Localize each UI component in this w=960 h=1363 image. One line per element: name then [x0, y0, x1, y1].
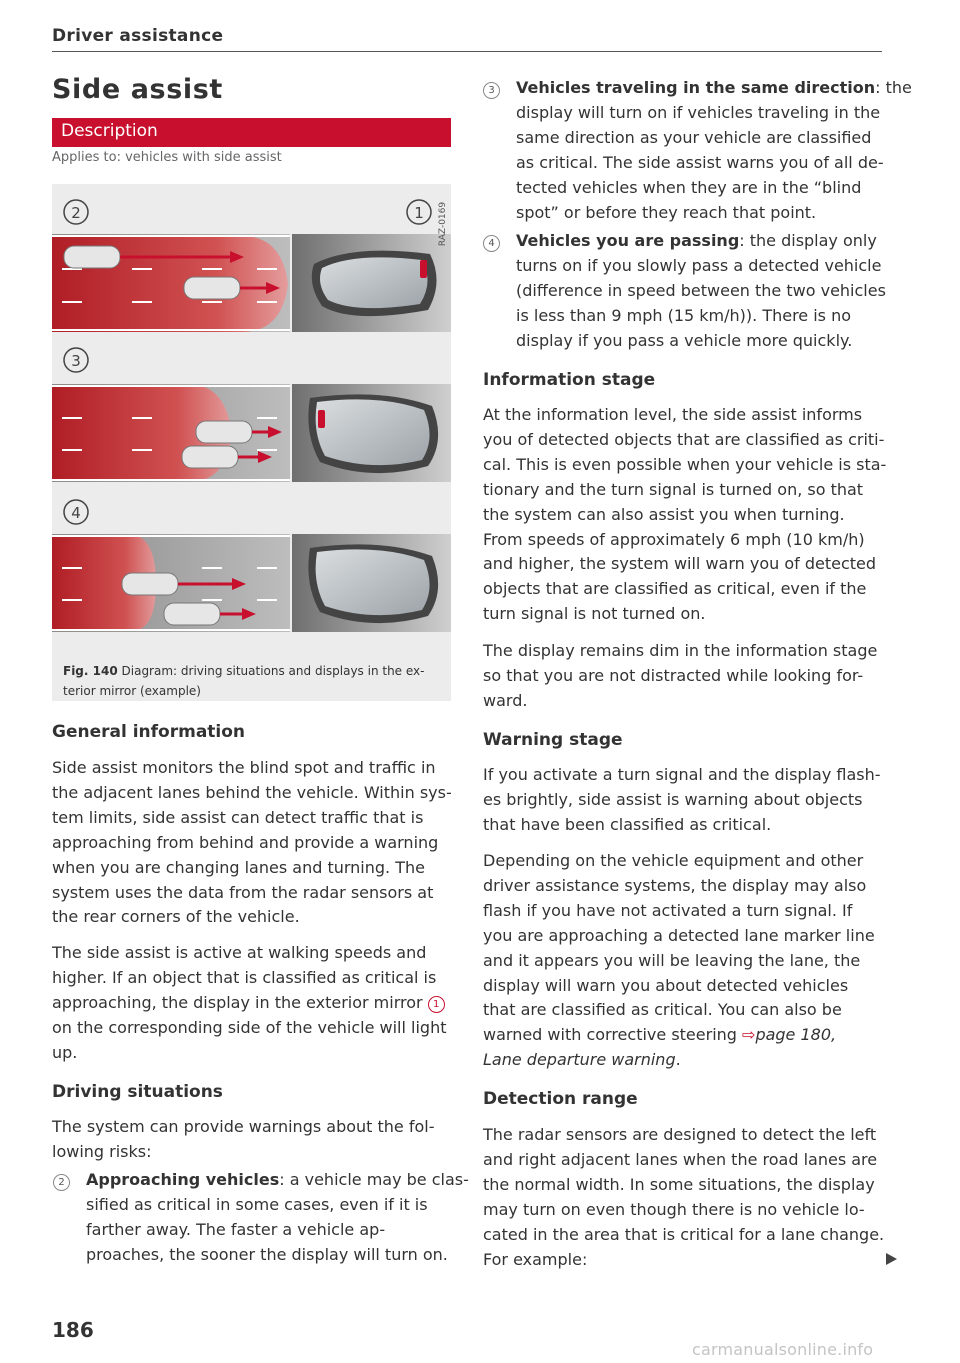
item-2-marker: 2	[53, 1174, 70, 1191]
driving-situations-heading: Driving situations	[52, 1082, 223, 1102]
page-ref-link[interactable]: page 180,	[755, 1025, 837, 1045]
svg-text:2: 2	[71, 204, 81, 222]
figure-label-1	[407, 200, 431, 224]
watermark: carmanualsonline.info	[692, 1340, 874, 1359]
figure-diagram	[52, 184, 451, 656]
item-3-marker: 3	[483, 82, 500, 99]
mirror-display-ref: 1	[428, 996, 445, 1013]
information-stage-paragraph: At the information level, the side assist informs you of detected objects that are classified as criti- cal. This is even possible when your vehicle is sta- tionary and the turn signal is turned on, so that the system can also assist you when turning. From speeds of approximately 6 mph (10 km/h) and higher, the system will warn you of detected objects that are classified as critical, even if the turn signal is not turned on.	[483, 405, 887, 624]
panel-situation-2	[52, 234, 451, 332]
figure-label-3	[64, 348, 88, 372]
panel-situation-4	[52, 534, 451, 632]
figure-code: RAZ-0169	[438, 201, 448, 247]
warning-stage-paragraph: If you activate a turn signal and the display flash- es brightly, side assist is warning about objects that have been classified as critical.	[483, 765, 881, 834]
continue-arrow-icon	[886, 1253, 897, 1265]
applies-to: Applies to: vehicles with side assist	[52, 150, 282, 165]
detection-range-paragraph: The radar sensors are designed to detect the left and right adjacent lanes when the road lanes are the normal width. In some situations, the display may turn on even though there is no vehicle lo- cated in the area that is critical for a lane change. For example:	[483, 1125, 885, 1269]
page-ref-arrow-icon: ⇨	[742, 1025, 756, 1045]
equipment-paragraph: Depending on the vehicle equipment and other driver assistance systems, the display may also flash if you have not activated a turn signal. If you are approaching a detected lane marker line and it appears you will be leaving the lane, the display will warn you about detected vehicles that are classified as critical. You can also be warned with corrective steering ⇨page 180, Lane departure warning.	[483, 851, 875, 1070]
item-4-passing: Vehicles you are passing: the display only turns on if you slowly pass a detected vehicle (difference in speed between the two vehicles is less than 9 mph (15 km/h)). There is no display if you pass a vehicle more quickly.	[516, 231, 886, 350]
header-rule	[52, 51, 882, 52]
general-info-paragraph: Side assist monitors the blind spot and traffic in the adjacent lanes behind the vehicle. Within sys- tem limits, side assist can detect traffic that is approaching from behind and provide a warning when you are changing lanes and turning. The system uses the data from the radar sensors at the rear corners of the vehicle.	[52, 758, 452, 927]
item-4-marker: 4	[483, 235, 500, 252]
display-dim-paragraph: The display remains dim in the information stage so that you are not distracted while looking for- ward.	[483, 641, 878, 710]
figure-caption-text: Diagram: driving situations and displays in the ex-	[121, 664, 425, 678]
figure-caption-text-2: terior mirror (example)	[63, 684, 201, 698]
description-bar: Description	[52, 118, 451, 147]
section-header: Driver assistance	[52, 26, 224, 46]
figure-caption-number: Fig. 140	[63, 664, 118, 678]
page-title: Side assist	[52, 74, 223, 105]
side-assist-figure	[52, 184, 451, 656]
figure-caption	[52, 656, 451, 701]
item-3-same-direction: Vehicles traveling in the same direction: the display will turn on if vehicles traveling in the same direction as your vehicle are classified as critical. The side assist warns you of all de- tected vehicles when they are in the “blind spot” or before they reach that point.	[516, 78, 912, 222]
page-number: 186	[52, 1318, 94, 1342]
figure-label-4	[64, 500, 88, 524]
warning-stage-heading: Warning stage	[483, 730, 623, 750]
general-info-heading: General information	[52, 722, 246, 742]
page-ref-title[interactable]: Lane departure warning	[483, 1050, 676, 1070]
driving-situations-paragraph: The system can provide warnings about the fol- lowing risks:	[52, 1117, 435, 1161]
svg-text:4: 4	[71, 504, 81, 522]
svg-text:1: 1	[414, 204, 424, 222]
svg-text:3: 3	[71, 352, 81, 370]
figure-label-2	[64, 200, 88, 224]
active-paragraph: The side assist is active at walking speeds and higher. If an object that is classified as critical is approaching, the display in the exterior mirror 1 on the corresponding side of the vehicle will light up.	[52, 943, 447, 1062]
detection-range-heading: Detection range	[483, 1089, 638, 1109]
item-2-approaching-vehicles: Approaching vehicles: a vehicle may be clas- sified as critical in some cases, even if it is farther away. The faster a vehicle ap- proaches, the sooner the display will turn on.	[86, 1170, 469, 1264]
information-stage-heading: Information stage	[483, 370, 656, 390]
panel-situation-3	[52, 384, 451, 482]
